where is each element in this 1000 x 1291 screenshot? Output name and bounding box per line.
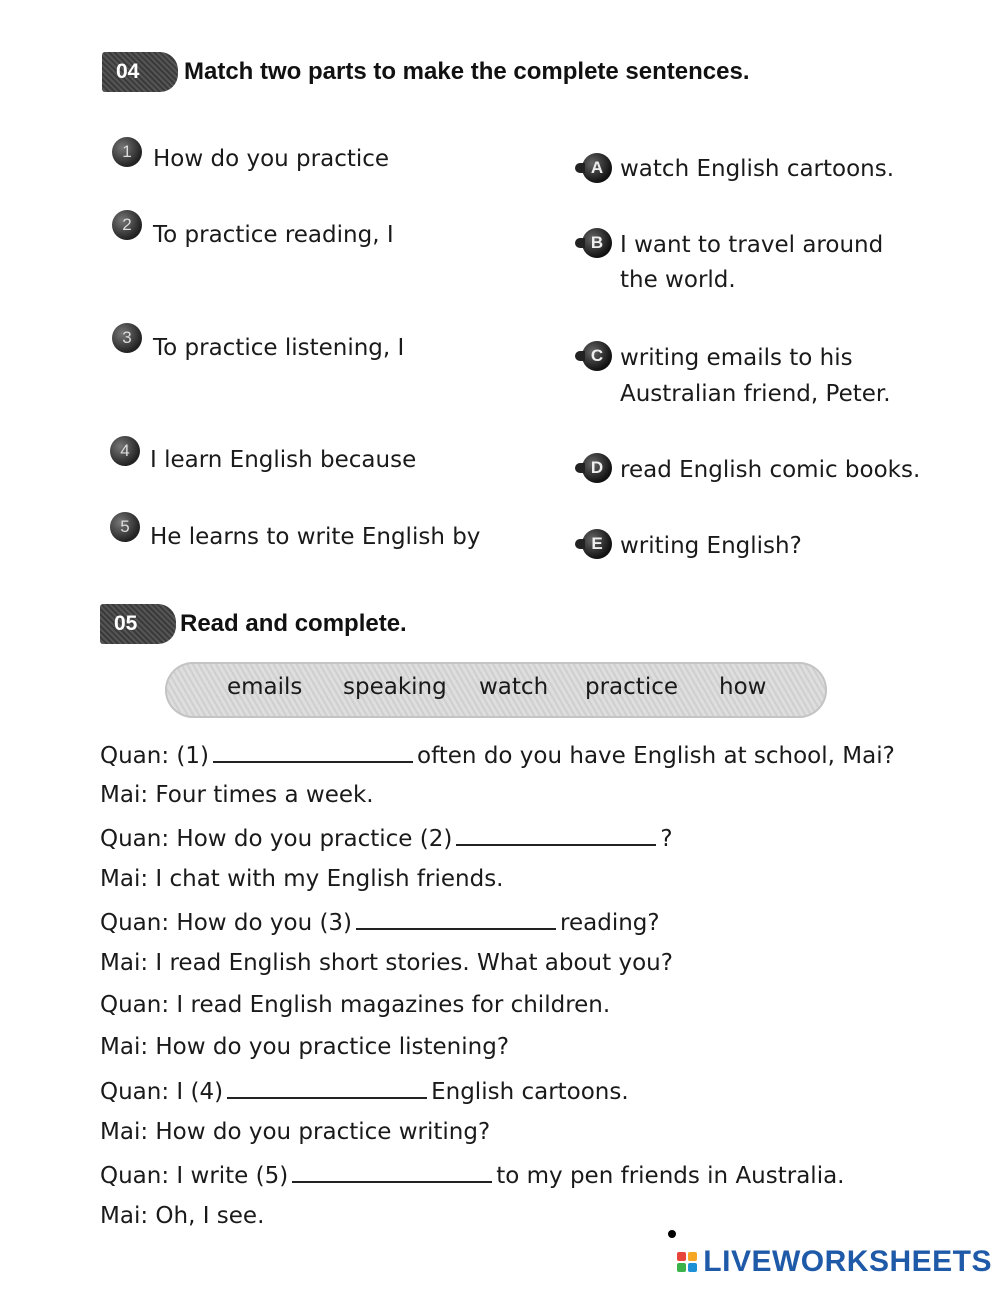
dialogue-line-10 [100,1115,490,1149]
logo-square [688,1263,697,1272]
dialogue-line-4 [100,862,504,896]
match-right-text: writing emails to his [620,345,853,371]
match-left-text: To practice reading, I [153,222,394,248]
blank-3-input[interactable] [356,904,556,930]
dialogue-text: Mai: Oh, I see. [100,1203,265,1229]
logo-square [677,1263,686,1272]
logo-square [677,1252,686,1261]
section-5-number: 05 [114,612,138,635]
dialogue-text: Mai: Four times a week. [100,782,374,808]
dialogue-text-after: often do you have English at school, Mai? [417,743,895,769]
dialogue-line-8 [100,1030,509,1064]
dialogue-text: Mai: How do you practice writing? [100,1119,491,1145]
letter-c-marker: C [582,341,612,371]
match-right-text: read English comic books. [620,457,921,483]
dialogue-line-6 [100,946,673,980]
number-1-marker: 1 [112,137,142,167]
dialogue-text-after: reading? [560,910,660,936]
word-bank-item: speaking [343,674,447,700]
blank-5-input[interactable] [292,1157,492,1183]
dialogue-text: Quan: I write (5) [100,1163,289,1189]
dialogue-line-2 [100,778,374,812]
dialogue-text: Mai: How do you practice listening? [100,1034,510,1060]
liveworksheets-logo [677,1245,992,1279]
dialogue-text: Mai: I read English short stories. What about you? [100,950,673,976]
logo-text: LIVEWORKSHEETS [703,1245,992,1278]
dialogue-text: Quan: How do you (3) [100,910,353,936]
blank-1-input[interactable] [213,737,413,763]
word-bank [165,662,827,718]
dialogue-line-11 [100,1157,845,1193]
section-5-title: Read and complete. [180,610,407,637]
dialogue-line-9 [100,1073,629,1109]
match-right-text: writing English? [620,533,802,559]
logo-icon [677,1252,697,1272]
section-4-number: 04 [116,60,140,83]
letter-d-marker: D [582,453,612,483]
section-4-title: Match two parts to make the complete sentences. [184,58,750,85]
dialogue-line-5 [100,904,660,940]
section-5-badge [100,604,176,644]
match-left-text: How do you practice [153,146,390,172]
number-2-marker: 2 [112,210,142,240]
match-right-text-line2: Australian friend, Peter. [620,381,891,407]
letter-a-marker: A [582,153,612,183]
dialogue-text-after: English cartoons. [431,1079,629,1105]
match-right-text: watch English cartoons. [620,156,895,182]
logo-square [688,1252,697,1261]
dialogue-text-after: to my pen friends in Australia. [496,1163,845,1189]
dialogue-text: Quan: How do you practice (2) [100,826,453,852]
number-4-marker: 4 [110,436,140,466]
match-left-text: He learns to write English by [150,524,481,550]
dialogue-line-1 [100,737,895,773]
dialogue-text: Mai: I chat with my English friends. [100,866,504,892]
letter-e-marker: E [582,529,612,559]
dialogue-text: Quan: I (4) [100,1079,224,1105]
dialogue-text-after: ? [660,826,673,852]
blank-4-input[interactable] [227,1073,427,1099]
section-4-badge [102,52,178,92]
dialogue-line-12 [100,1199,264,1233]
dialogue-line-3 [100,820,673,856]
match-right-text: I want to travel around [620,232,884,258]
word-bank-item: how [719,674,767,700]
word-bank-item: watch [479,674,549,700]
word-bank-item: practice [585,674,678,700]
dialogue-text: Quan: I read English magazines for children. [100,992,611,1018]
word-bank-item: emails [227,674,303,700]
number-5-marker: 5 [110,512,140,542]
dialogue-text: Quan: (1) [100,743,209,769]
dialogue-line-7 [100,988,610,1022]
ink-dot [668,1230,676,1238]
number-3-marker: 3 [112,323,142,353]
letter-b-marker: B [582,228,612,258]
match-left-text: I learn English because [150,447,417,473]
blank-2-input[interactable] [456,820,656,846]
match-right-text-line2: the world. [620,267,736,293]
match-left-text: To practice listening, I [153,335,405,361]
